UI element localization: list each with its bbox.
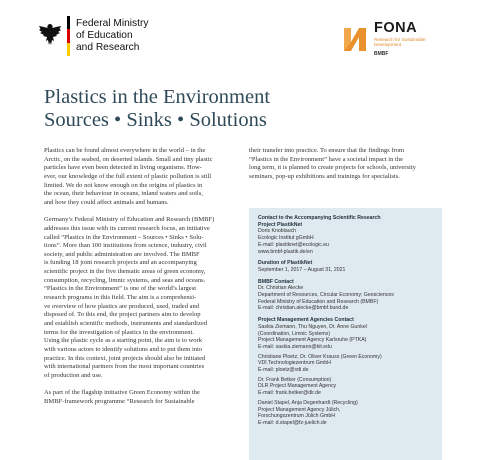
contact-line: (Coordination, Limnic Systems) [258, 330, 331, 337]
text-line: addresses this issue with its current research focus, an initiative [44, 224, 210, 232]
contact-email: E-mail: d.stapel@fz-juelich.de [258, 419, 327, 426]
page-title [44, 86, 270, 132]
flag-red [67, 29, 70, 42]
text-line: particles have even been detected in living organisms. How- [44, 164, 202, 172]
text-line: “Plastics in the Environment” have a societal impact in the [249, 155, 403, 163]
text-line: the ocean, their behaviour in oceans, inland waters and soils, [44, 190, 203, 198]
contact-line: Daniel Stapel, Anja Degenhardt (Recycling) [258, 399, 358, 406]
contact-section-duration [258, 260, 433, 273]
fona-org: BMBF [374, 51, 389, 57]
contact-box [249, 208, 442, 460]
bmbf-line-2: of Education [76, 30, 133, 42]
contact-line: Dr. Frank Betker (Consumption) [258, 376, 332, 383]
text-line: Using the plastic cycle as a starting point, the aim is to work [44, 337, 203, 345]
contact-email: E-mail: ploetz@vdi.de [258, 367, 309, 374]
text-line: Arctic, on the seabed, on deserted islands. Small and tiny plastic [44, 155, 213, 163]
text-line: and establish scientific methods, instruments and standardized [44, 320, 208, 328]
text-line: limited. We do not know enough on the origins of plastics in [44, 181, 203, 189]
contact-line: Federal Ministry of Education and Research (BMBF) [258, 298, 379, 305]
text-line: ever, our knowledge of the full extent of plastic pollution is still [44, 172, 212, 180]
contact-email: E-mail: christian.alecke@bmbf.bund.de [258, 305, 349, 312]
text-line: Plastics can be found almost everywhere in the world – in the [44, 147, 206, 154]
title-line-2: Sources • Sinks • Solutions [44, 109, 267, 131]
contact-line: Christiane Ploetz, Dr. Oliver Krauss (Green Economy) [258, 353, 382, 360]
contact-website: www.bmbf-plastik.de/en [258, 248, 313, 255]
text-line: ve overview of how plastics are produced, used, traded and [44, 302, 200, 310]
text-line: Germany’s Federal Ministry of Education and Research (BMBF) [44, 216, 215, 224]
contact-line: Project Management Agency Karlsruhe (PTKA) [258, 337, 367, 344]
body-left-column [44, 147, 233, 415]
text-line: terms for the investigation of plastics in the environment. [44, 328, 194, 336]
contact-line: Dr. Christian Alecke [258, 285, 304, 292]
text-line: seminars, pop-up exhibitions and trainings for specialists. [249, 172, 400, 180]
text-line: BMBF-framework programme “Research for Sustainable [44, 397, 195, 405]
contact-email: E-mail: saskia.ziemann@kit.edu [258, 343, 332, 350]
contact-section-bmbf [258, 279, 433, 313]
text-line: their transfer into practice. To ensure that the findings from [249, 147, 405, 154]
contact-email: E-mail: frank.betker@dlr.de [258, 390, 321, 397]
title-line-1: Plastics in the Environment [44, 86, 271, 108]
contact-section-plastiknet [258, 215, 433, 255]
contact-line: Department of Resources, Circular Economy; Geosciences [258, 292, 394, 299]
fona-logo-icon [342, 22, 368, 52]
contact-line: DLR Project Management Agency [258, 383, 337, 390]
flag-black [67, 16, 70, 29]
text-line: As part of the flagship initiative Green Economy within the [44, 389, 200, 397]
federal-eagle-icon [38, 22, 62, 50]
text-line: “Plastics in the Environment” is one of the world’s largest [44, 285, 197, 293]
paragraph-1 [44, 147, 233, 208]
fona-tagline: Research for Sustainable Development [374, 37, 426, 48]
bmbf-line-1: Federal Ministry [76, 18, 149, 29]
fona-name: FONA [374, 20, 418, 36]
text-line: disposed of. To this end, the project partners aim to develop [44, 311, 201, 319]
text-line: is funding 18 joint research projects and an accompanying [44, 259, 197, 267]
text-line: society, and public administration are involved. The BMBF [44, 250, 200, 258]
body-right-column [249, 147, 442, 182]
text-line: with various actors to identify solutions and to put them into [44, 346, 203, 354]
contact-section-agencies [258, 317, 433, 427]
paragraph-3 [44, 389, 233, 406]
contact-line: Doris Knoblauch [258, 228, 297, 235]
section-heading: BMBF Contact [258, 278, 294, 285]
text-line: research programs in this field. The aim is a comprehensi- [44, 294, 197, 302]
text-line: consumption, recycling, limnic systems, and seas and oceans. [44, 276, 206, 284]
text-line: of production and use. [44, 372, 103, 379]
text-line: tions”. More than 100 institutions from science, industry, civil [44, 242, 207, 250]
section-heading: Project Management Agencies Contact [258, 317, 354, 324]
bmbf-line-3: and Research [76, 42, 140, 54]
contact-line: Saskia Ziemann, Thu Nguyen, Dr. Anne Gunkel [258, 323, 367, 330]
contact-line: Forschungszentrum Jülich GmbH [258, 413, 335, 420]
contact-line: Ecologic Institut gGmbH [258, 235, 314, 242]
section-heading: Project PlastikNet [258, 221, 303, 228]
paragraph-right [249, 147, 442, 182]
bmbf-logo-text [76, 18, 148, 55]
contact-line: Project Management Agency Jülich, [258, 406, 341, 413]
section-heading: Contact to the Accompanying Scientific Research [258, 215, 381, 221]
contact-email: E-mail: plastiknet@ecologic.eu [258, 241, 330, 248]
section-heading: Duration of PlastikNet [258, 260, 313, 267]
paragraph-2 [44, 216, 233, 380]
text-line: long term, it is planned to create projects for schools, university [249, 164, 416, 172]
german-flag-stripe [67, 16, 70, 56]
text-line: and how they could affect animals and humans. [44, 198, 169, 206]
text-line: called “Plastics in the Environment – Sources • Sinks • Solu- [44, 233, 204, 241]
text-line: practice. In this context, joint projects should also be initiated [44, 354, 206, 362]
duration-value: September 1, 2017 – August 31, 2021 [258, 266, 346, 273]
contact-line: VDI Technologiezentrum GmbH [258, 360, 331, 367]
text-line: scientific project in the five thematic areas of green economy, [44, 268, 206, 276]
text-line: with international partners from the most important countries [44, 363, 205, 371]
flag-gold [67, 43, 70, 56]
